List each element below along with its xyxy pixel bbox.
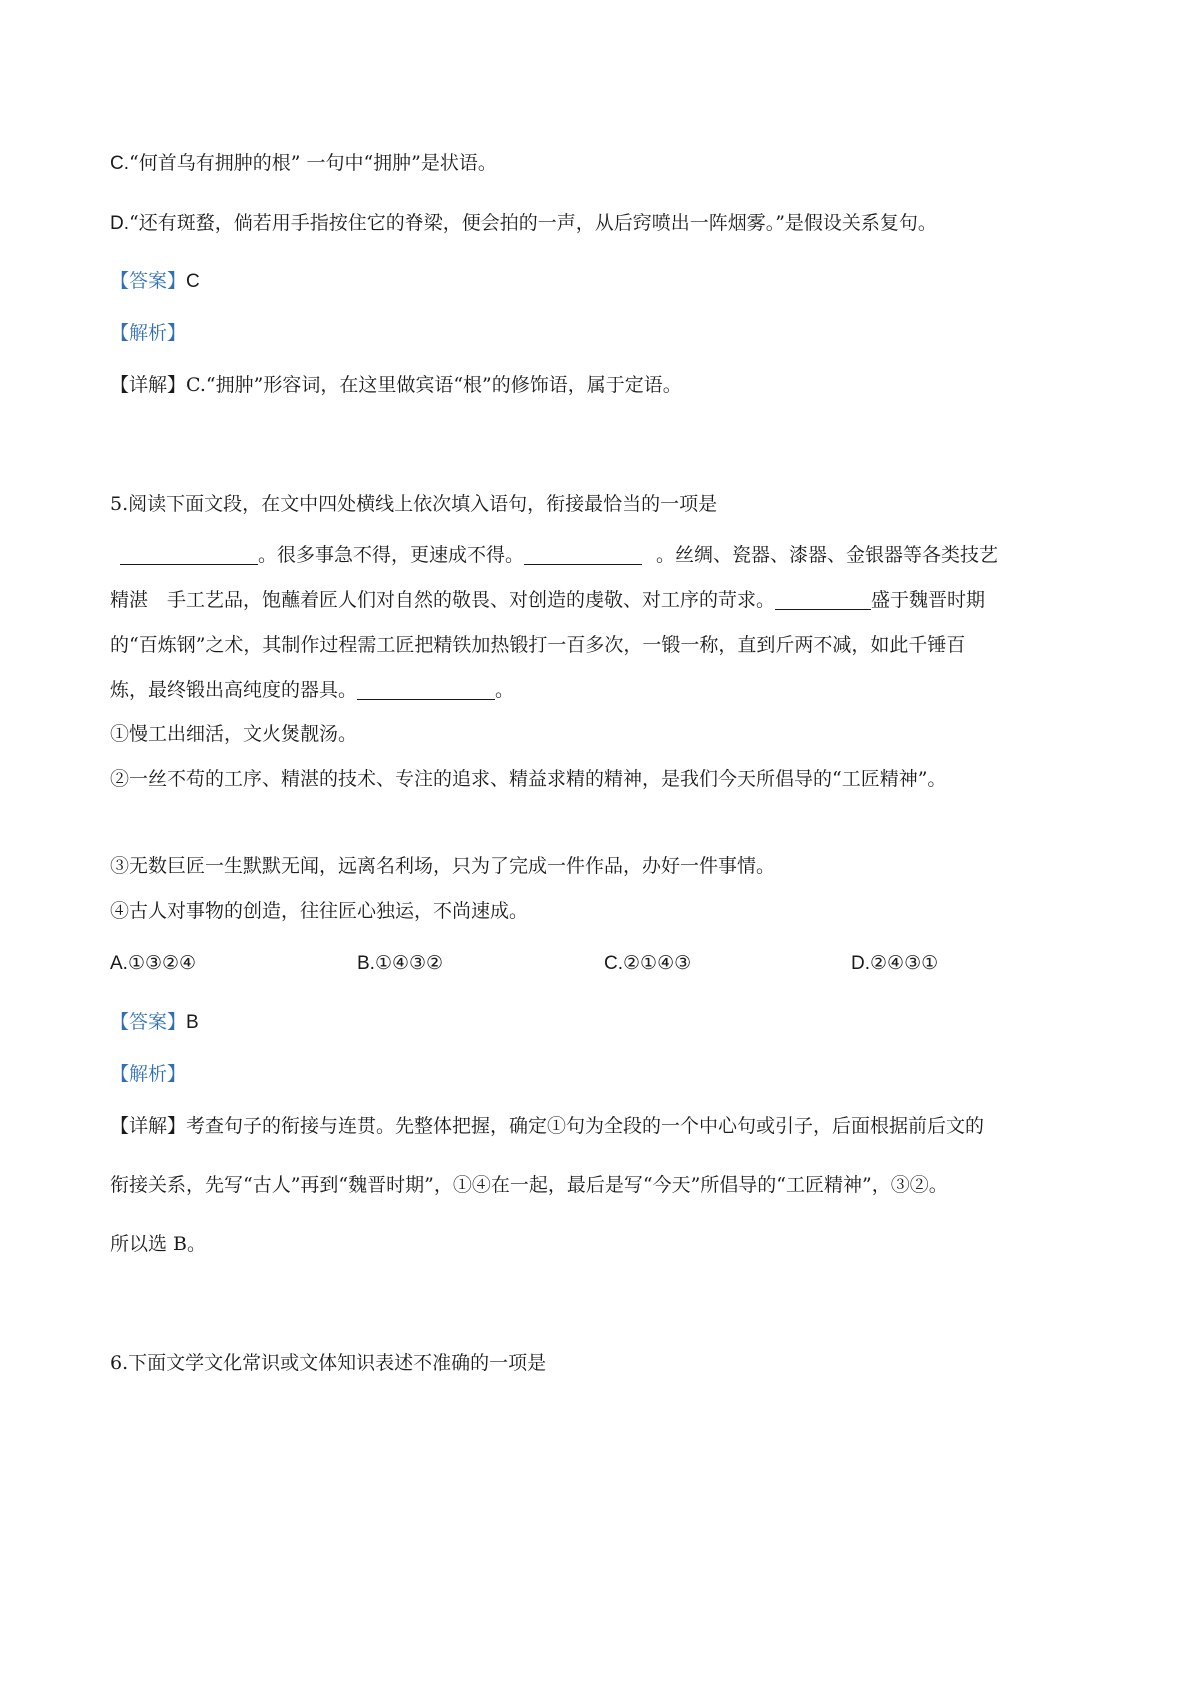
answer-value: C [186,271,200,292]
passage-text: 精湛 手工艺品，饱蘸着匠人们对自然的敬畏、对创造的虔敬、对工序的苛求。 [110,589,776,611]
q5-passage-line3 [110,632,965,658]
option-text: ①④③② [374,952,444,974]
answer-value: B [186,1012,199,1033]
answer-tag: 【答案】 [110,270,187,292]
analysis-tag: 【解析】 [110,322,187,344]
q4-option-d [110,210,937,237]
fill-blank-4 [357,679,495,700]
q5-answer [110,1009,199,1036]
q5-stem [110,491,717,517]
option-label: D. [851,953,870,974]
detail-text: 所以选 B。 [110,1233,207,1255]
option-label: C. [110,153,129,174]
passage-text: 炼，最终锻出高纯度的器具。 [110,679,358,701]
q4-analysis-tag [110,320,186,346]
q5-sentence-3 [110,853,775,879]
fill-blank-1 [120,544,258,565]
option-text: “何首乌有拥肿的根” 一句中“拥肿”是状语。 [129,152,497,174]
q5-option-b [357,950,443,977]
q5-passage-line2 [110,587,985,613]
fill-blank-3 [775,589,871,610]
option-label: D. [110,213,129,234]
sentence-text: ③无数巨匠一生默默无闻，远离名利场，只为了完成一件作品，办好一件事情。 [110,855,776,877]
q5-option-d [851,950,938,977]
option-text: ①③②④ [127,952,197,974]
detail-text: 考查句子的衔接与连贯。先整体把握，确定①句为全段的一个中心句或引子，后面根据前后文的 [186,1115,985,1137]
passage-text: 。丝绸、瓷器、漆器、金银器等各类技艺 [656,544,999,566]
option-text: ②④③① [870,952,939,974]
q5-option-c [604,950,691,977]
option-text: “还有斑蝥，倘若用手指按住它的脊梁，便会拍的一声，从后窍喷出一阵烟雾。”是假设关系复句。 [129,212,937,234]
option-text: ②①④③ [623,952,692,974]
q5-detail-line3 [110,1231,206,1257]
q5-sentence-1 [110,721,357,747]
analysis-tag: 【解析】 [110,1063,187,1085]
question-stem: 5.阅读下面文段，在文中四处横线上依次填入语句，衔接最恰当的一项是 [110,493,718,515]
detail-tag: 【详解】 [110,374,187,396]
answer-tag: 【答案】 [110,1011,187,1033]
q5-detail-line1 [110,1113,984,1139]
detail-text: C.“拥肿”形容词，在这里做宾语“根”的修饰语，属于定语。 [186,374,682,396]
fill-blank-2 [524,544,642,565]
option-label: A. [110,953,128,974]
q5-sentence-4 [110,898,528,924]
passage-text: 盛于魏晋时期 [871,589,986,611]
option-label: C. [604,953,623,974]
q5-detail-line2 [110,1172,948,1198]
detail-tag: 【详解】 [110,1115,187,1137]
q5-analysis-tag [110,1061,186,1087]
question-stem: 6.下面文学文化常识或文体知识表述不准确的一项是 [110,1352,547,1374]
q4-option-c [110,150,497,177]
q5-passage-line4 [110,677,514,703]
passage-text: 。很多事急不得，更速成不得。 [258,544,525,566]
q4-answer [110,268,200,295]
detail-text: 衔接关系，先写“古人”再到“魏晋时期”，①④在一起，最后是写“今天”所倡导的“工匠精神”，③②。 [110,1174,948,1196]
sentence-text: ①慢工出细活，文火煲靓汤。 [110,723,358,745]
q5-option-a [110,950,196,977]
passage-text: 。 [495,679,515,701]
sentence-text: ④古人对事物的创造，往往匠心独运，不尚速成。 [110,900,529,922]
q5-sentence-2 [110,766,946,792]
q5-passage-line1 [110,542,998,568]
option-label: B. [357,953,375,974]
q6-stem [110,1350,546,1376]
sentence-text: ②一丝不苟的工序、精湛的技术、专注的追求、精益求精的精神，是我们今天所倡导的“工匠精神”。 [110,768,947,790]
q4-detail [110,372,682,398]
passage-text: 的“百炼钢”之术，其制作过程需工匠把精铁加热锻打一百多次，一锻一称，直到斤两不减，如此千锤百 [110,634,966,656]
